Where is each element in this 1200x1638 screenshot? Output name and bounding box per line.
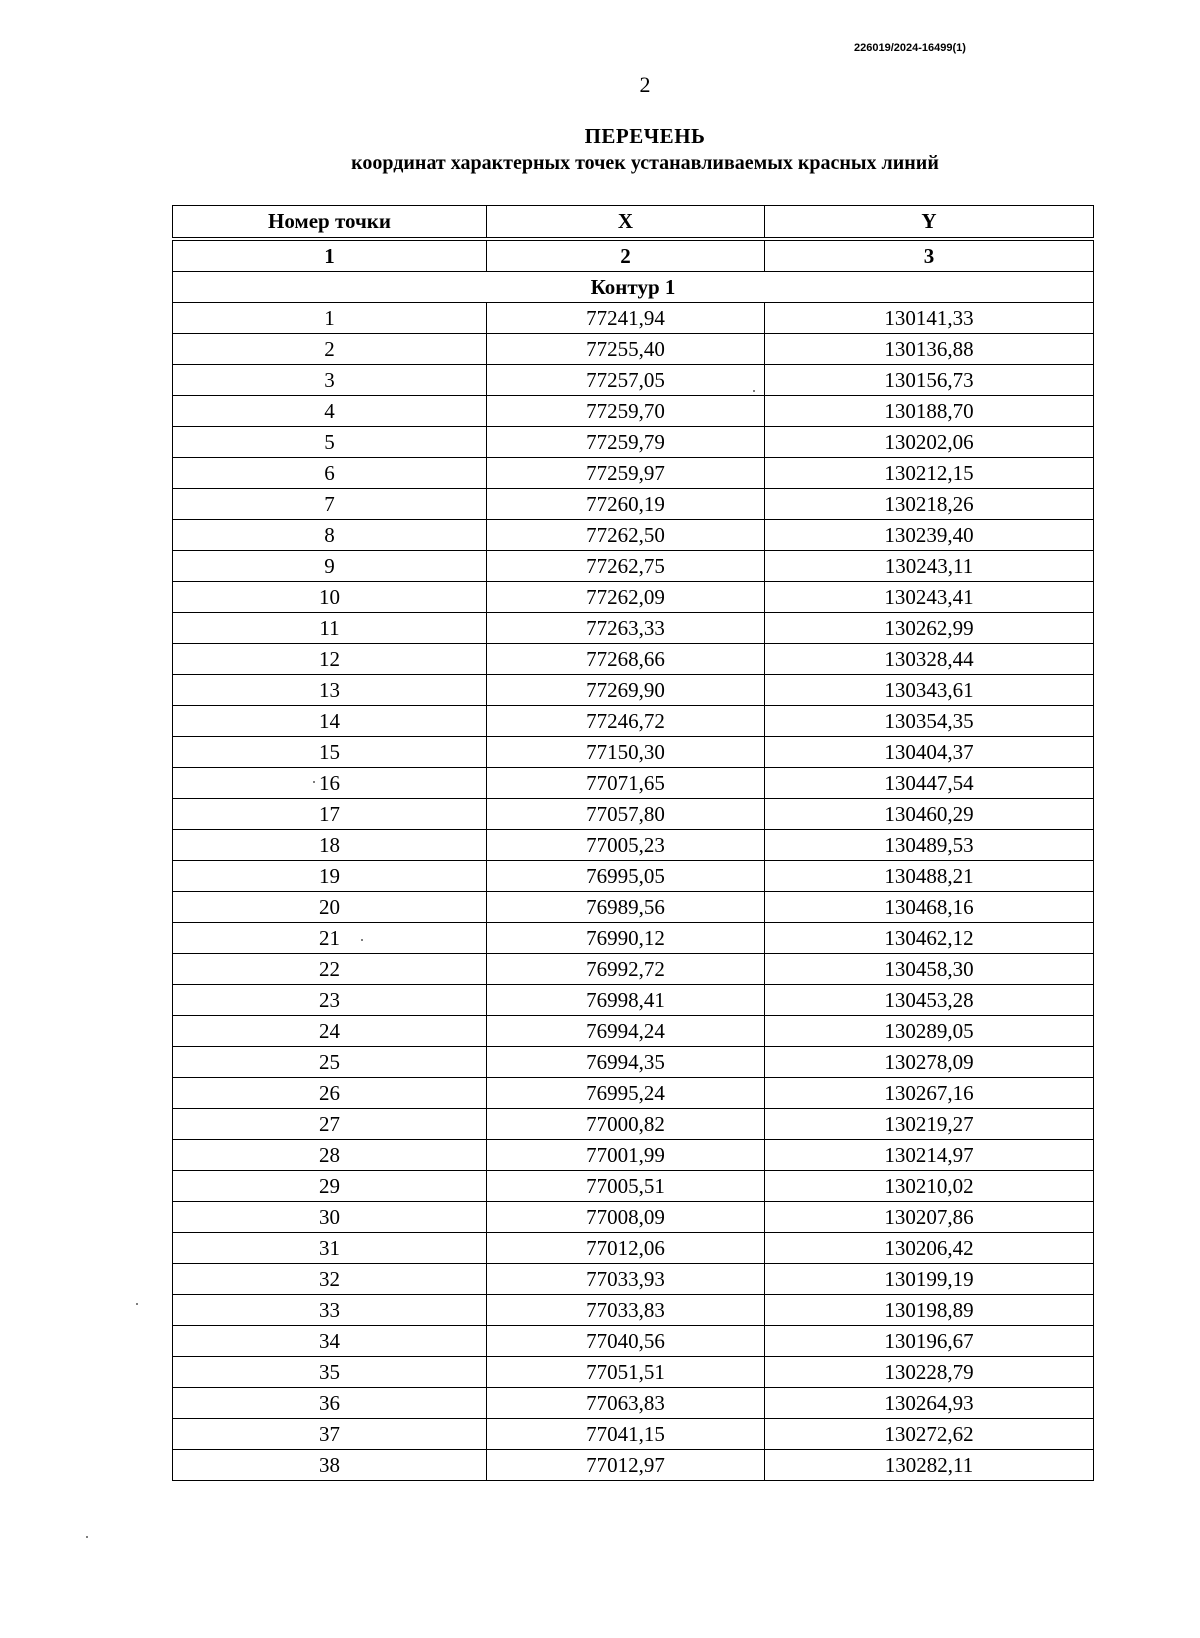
y-coordinate-cell: 130199,19 bbox=[765, 1264, 1094, 1295]
y-coordinate-cell: 130198,89 bbox=[765, 1295, 1094, 1326]
x-coordinate-cell: 76992,72 bbox=[487, 954, 765, 985]
x-coordinate-cell: 77257,05 bbox=[487, 365, 765, 396]
table-row bbox=[173, 768, 1094, 799]
y-coordinate-cell: 130453,28 bbox=[765, 985, 1094, 1016]
x-coordinate-cell: 76998,41 bbox=[487, 985, 765, 1016]
y-coordinate-cell: 130488,21 bbox=[765, 861, 1094, 892]
table-row bbox=[173, 706, 1094, 737]
table-row bbox=[173, 1171, 1094, 1202]
point-number-cell: 7 bbox=[173, 489, 487, 520]
y-coordinate-cell: 130462,12 bbox=[765, 923, 1094, 954]
x-coordinate-cell: 77071,65 bbox=[487, 768, 765, 799]
y-coordinate-cell: 130141,33 bbox=[765, 303, 1094, 334]
coordinates-table-body bbox=[173, 241, 1094, 1481]
point-number-cell: 35 bbox=[173, 1357, 487, 1388]
table-row bbox=[173, 1450, 1094, 1481]
y-coordinate-cell: 130404,37 bbox=[765, 737, 1094, 768]
table-row bbox=[173, 954, 1094, 985]
table-row bbox=[173, 396, 1094, 427]
y-coordinate-cell: 130328,44 bbox=[765, 644, 1094, 675]
column-number-3: 3 bbox=[765, 241, 1094, 272]
x-coordinate-cell: 77259,97 bbox=[487, 458, 765, 489]
y-coordinate-cell: 130264,93 bbox=[765, 1388, 1094, 1419]
point-number-cell: 6 bbox=[173, 458, 487, 489]
y-coordinate-cell: 130218,26 bbox=[765, 489, 1094, 520]
table-row bbox=[173, 799, 1094, 830]
page-number: 2 bbox=[639, 72, 651, 97]
table-row bbox=[173, 613, 1094, 644]
y-coordinate-cell: 130196,67 bbox=[765, 1326, 1094, 1357]
x-coordinate-cell: 76990,12 bbox=[487, 923, 765, 954]
y-coordinate-cell: 130468,16 bbox=[765, 892, 1094, 923]
y-coordinate-cell: 130206,42 bbox=[765, 1233, 1094, 1264]
x-coordinate-cell: 76994,35 bbox=[487, 1047, 765, 1078]
table-row bbox=[173, 365, 1094, 396]
y-coordinate-cell: 130447,54 bbox=[765, 768, 1094, 799]
x-coordinate-cell: 77005,51 bbox=[487, 1171, 765, 1202]
point-number-cell: 22 bbox=[173, 954, 487, 985]
y-coordinate-cell: 130136,88 bbox=[765, 334, 1094, 365]
x-coordinate-cell: 77005,23 bbox=[487, 830, 765, 861]
point-number-cell: 23 bbox=[173, 985, 487, 1016]
header-point-number: Номер точки bbox=[173, 206, 487, 238]
point-number-cell: 14 bbox=[173, 706, 487, 737]
table-row bbox=[173, 1109, 1094, 1140]
y-coordinate-cell: 130239,40 bbox=[765, 520, 1094, 551]
table-row bbox=[173, 1016, 1094, 1047]
table-row bbox=[173, 1264, 1094, 1295]
x-coordinate-cell: 77012,97 bbox=[487, 1450, 765, 1481]
point-number-cell: 30 bbox=[173, 1202, 487, 1233]
table-row bbox=[173, 1140, 1094, 1171]
y-coordinate-cell: 130243,41 bbox=[765, 582, 1094, 613]
scan-speck bbox=[86, 1536, 88, 1538]
table-row bbox=[173, 582, 1094, 613]
x-coordinate-cell: 77263,33 bbox=[487, 613, 765, 644]
y-coordinate-cell: 130460,29 bbox=[765, 799, 1094, 830]
table-row bbox=[173, 985, 1094, 1016]
y-coordinate-cell: 130289,05 bbox=[765, 1016, 1094, 1047]
x-coordinate-cell: 77051,51 bbox=[487, 1357, 765, 1388]
y-coordinate-cell: 130262,99 bbox=[765, 613, 1094, 644]
y-coordinate-cell: 130354,35 bbox=[765, 706, 1094, 737]
x-coordinate-cell: 77033,93 bbox=[487, 1264, 765, 1295]
x-coordinate-cell: 77259,70 bbox=[487, 396, 765, 427]
table-row bbox=[173, 520, 1094, 551]
point-number-cell: 31 bbox=[173, 1233, 487, 1264]
table-row bbox=[173, 675, 1094, 706]
header-x: X bbox=[487, 206, 765, 238]
point-number-cell: 25 bbox=[173, 1047, 487, 1078]
table-row bbox=[173, 303, 1094, 334]
point-number-cell: 9 bbox=[173, 551, 487, 582]
point-number-cell: 17 bbox=[173, 799, 487, 830]
point-number-cell: 27 bbox=[173, 1109, 487, 1140]
table-row bbox=[173, 1326, 1094, 1357]
point-number-cell: 37 bbox=[173, 1419, 487, 1450]
x-coordinate-cell: 77262,75 bbox=[487, 551, 765, 582]
y-coordinate-cell: 130489,53 bbox=[765, 830, 1094, 861]
document-subtitle: координат характерных точек устанавливаемых красных линий bbox=[351, 152, 939, 174]
point-number-cell: 29 bbox=[173, 1171, 487, 1202]
point-number-cell: 15 bbox=[173, 737, 487, 768]
point-number-cell: 28 bbox=[173, 1140, 487, 1171]
table-row bbox=[173, 1233, 1094, 1264]
point-number-cell: 12 bbox=[173, 644, 487, 675]
point-number-cell: 38 bbox=[173, 1450, 487, 1481]
point-number-cell: 16 bbox=[173, 768, 487, 799]
table-row bbox=[173, 1419, 1094, 1450]
point-number-cell: 32 bbox=[173, 1264, 487, 1295]
point-number-cell: 33 bbox=[173, 1295, 487, 1326]
table-row bbox=[173, 861, 1094, 892]
x-coordinate-cell: 77262,50 bbox=[487, 520, 765, 551]
y-coordinate-cell: 130272,62 bbox=[765, 1419, 1094, 1450]
header-row bbox=[173, 206, 1094, 238]
y-coordinate-cell: 130267,16 bbox=[765, 1078, 1094, 1109]
table-row bbox=[173, 1388, 1094, 1419]
x-coordinate-cell: 77259,79 bbox=[487, 427, 765, 458]
table-row bbox=[173, 334, 1094, 365]
y-coordinate-cell: 130202,06 bbox=[765, 427, 1094, 458]
scan-speck bbox=[361, 939, 363, 941]
x-coordinate-cell: 77008,09 bbox=[487, 1202, 765, 1233]
point-number-cell: 26 bbox=[173, 1078, 487, 1109]
table-row bbox=[173, 551, 1094, 582]
x-coordinate-cell: 77269,90 bbox=[487, 675, 765, 706]
point-number-cell: 13 bbox=[173, 675, 487, 706]
y-coordinate-cell: 130214,97 bbox=[765, 1140, 1094, 1171]
table-row bbox=[173, 427, 1094, 458]
x-coordinate-cell: 76994,24 bbox=[487, 1016, 765, 1047]
table-row bbox=[173, 830, 1094, 861]
table-row bbox=[173, 489, 1094, 520]
header-y: Y bbox=[765, 206, 1094, 238]
y-coordinate-cell: 130228,79 bbox=[765, 1357, 1094, 1388]
scan-speck bbox=[753, 390, 755, 392]
table-row bbox=[173, 1202, 1094, 1233]
x-coordinate-cell: 77268,66 bbox=[487, 644, 765, 675]
table-row bbox=[173, 892, 1094, 923]
y-coordinate-cell: 130212,15 bbox=[765, 458, 1094, 489]
document-id: 226019/2024-16499(1) bbox=[854, 42, 966, 54]
point-number-cell: 11 bbox=[173, 613, 487, 644]
x-coordinate-cell: 77255,40 bbox=[487, 334, 765, 365]
table-row bbox=[173, 1357, 1094, 1388]
y-coordinate-cell: 130282,11 bbox=[765, 1450, 1094, 1481]
column-number-1: 1 bbox=[173, 241, 487, 272]
coordinates-table bbox=[172, 240, 1094, 1481]
document-title: ПЕРЕЧЕНЬ bbox=[584, 124, 706, 148]
column-number-row bbox=[173, 241, 1094, 272]
section-label: Контур 1 bbox=[173, 272, 1094, 303]
x-coordinate-cell: 77063,83 bbox=[487, 1388, 765, 1419]
point-number-cell: 19 bbox=[173, 861, 487, 892]
x-coordinate-cell: 76995,05 bbox=[487, 861, 765, 892]
table-row bbox=[173, 737, 1094, 768]
scan-speck bbox=[136, 1303, 138, 1305]
point-number-cell: 20 bbox=[173, 892, 487, 923]
y-coordinate-cell: 130343,61 bbox=[765, 675, 1094, 706]
point-number-cell: 1 bbox=[173, 303, 487, 334]
y-coordinate-cell: 130278,09 bbox=[765, 1047, 1094, 1078]
y-coordinate-cell: 130207,86 bbox=[765, 1202, 1094, 1233]
point-number-cell: 4 bbox=[173, 396, 487, 427]
point-number-cell: 10 bbox=[173, 582, 487, 613]
x-coordinate-cell: 76995,24 bbox=[487, 1078, 765, 1109]
x-coordinate-cell: 76989,56 bbox=[487, 892, 765, 923]
point-number-cell: 5 bbox=[173, 427, 487, 458]
y-coordinate-cell: 130188,70 bbox=[765, 396, 1094, 427]
point-number-cell: 2 bbox=[173, 334, 487, 365]
scan-speck bbox=[313, 781, 315, 783]
point-number-cell: 21 bbox=[173, 923, 487, 954]
x-coordinate-cell: 77040,56 bbox=[487, 1326, 765, 1357]
table-row bbox=[173, 644, 1094, 675]
x-coordinate-cell: 77057,80 bbox=[487, 799, 765, 830]
x-coordinate-cell: 77000,82 bbox=[487, 1109, 765, 1140]
y-coordinate-cell: 130210,02 bbox=[765, 1171, 1094, 1202]
table-row bbox=[173, 1047, 1094, 1078]
y-coordinate-cell: 130156,73 bbox=[765, 365, 1094, 396]
x-coordinate-cell: 77246,72 bbox=[487, 706, 765, 737]
x-coordinate-cell: 77150,30 bbox=[487, 737, 765, 768]
x-coordinate-cell: 77241,94 bbox=[487, 303, 765, 334]
point-number-cell: 24 bbox=[173, 1016, 487, 1047]
point-number-cell: 34 bbox=[173, 1326, 487, 1357]
point-number-cell: 36 bbox=[173, 1388, 487, 1419]
column-number-2: 2 bbox=[487, 241, 765, 272]
point-number-cell: 3 bbox=[173, 365, 487, 396]
table-row bbox=[173, 1078, 1094, 1109]
table-row bbox=[173, 923, 1094, 954]
x-coordinate-cell: 77012,06 bbox=[487, 1233, 765, 1264]
section-row bbox=[173, 272, 1094, 303]
table-row bbox=[173, 1295, 1094, 1326]
x-coordinate-cell: 77033,83 bbox=[487, 1295, 765, 1326]
table-row bbox=[173, 458, 1094, 489]
y-coordinate-cell: 130243,11 bbox=[765, 551, 1094, 582]
y-coordinate-cell: 130458,30 bbox=[765, 954, 1094, 985]
point-number-cell: 18 bbox=[173, 830, 487, 861]
x-coordinate-cell: 77041,15 bbox=[487, 1419, 765, 1450]
x-coordinate-cell: 77260,19 bbox=[487, 489, 765, 520]
y-coordinate-cell: 130219,27 bbox=[765, 1109, 1094, 1140]
point-number-cell: 8 bbox=[173, 520, 487, 551]
x-coordinate-cell: 77001,99 bbox=[487, 1140, 765, 1171]
header-table bbox=[172, 205, 1094, 238]
x-coordinate-cell: 77262,09 bbox=[487, 582, 765, 613]
